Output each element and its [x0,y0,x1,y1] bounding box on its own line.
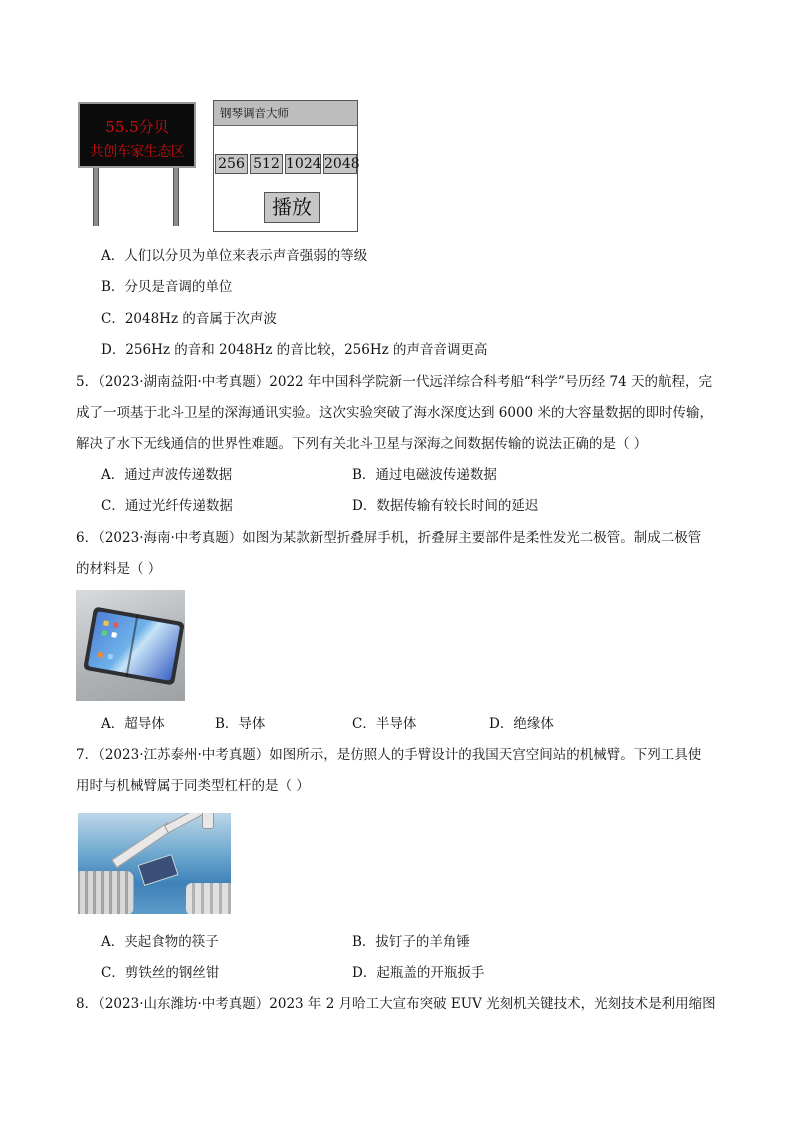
freq-button-1024: 1024 [286,156,322,172]
q6-stem-line2: 的材料是（ ） [76,561,162,577]
robotic-arm-photo [78,813,231,914]
folding-phone-screen [88,611,180,681]
freq-button-256: 256 [215,154,248,174]
q7-stem-line1: 7．（2023·江苏泰州·中考真题）如图所示，是仿照人的手臂设计的我国天宫空间站的机械臂。下列工具使 [76,747,702,763]
q7-option-b: B．拔钉子的羊角锤 [352,934,470,950]
q5-stem-line1: 5．（2023·湖南益阳·中考真题）2022 年中国科学院新一代远洋综合科考船“科学”号历经 74 天的航程，完 [76,374,712,390]
q4-option-d: D．256Hz 的音和 2048Hz 的音比较，256Hz 的声音音调更高 [101,342,488,358]
space-station-module [186,883,231,914]
play-button: 播放 [264,192,320,223]
q4-option-a: A．人们以分贝为单位来表示声音强弱的等级 [101,248,368,264]
q6-option-b: B．导体 [215,716,266,732]
solar-panel [137,854,178,886]
q6-stem-line1: 6．（2023·海南·中考真题）如图为某款新型折叠屏手机，折叠屏主要部件是柔性发光二极管。制成二极管 [76,530,702,546]
q7-option-d: D．起瓶盖的开瓶扳手 [352,965,485,981]
freq-button-512: 512 [250,154,283,174]
app-icon [103,620,109,626]
space-station-module [78,871,134,914]
q5-stem-line2: 成了一项基于北斗卫星的深海通讯实验。这次实验突破了海水深度达到 6000 米的大容量数据的即时传输， [76,405,713,421]
app-icon [98,652,104,658]
sign-post-right [173,168,179,226]
noise-sign-board [78,102,196,168]
app-icon [101,630,107,636]
sign-decibel-text: 55.5分贝 [105,118,169,136]
robotic-arm-end-effector [202,813,214,829]
app-icon [113,622,119,628]
app-icon [107,654,113,660]
piano-tuner-panel [213,100,358,232]
q5-option-c: C．通过光纤传递数据 [101,498,233,514]
q7-stem-line2: 用时与机械臂属于同类型杠杆的是（ ） [76,778,310,794]
q5-option-d: D．数据传输有较长时间的延迟 [352,498,539,514]
sign-slogan-text: 共创车家生态区 [89,144,185,160]
sign-post-left [93,168,99,226]
folding-phone-photo [76,590,185,701]
q4-option-b: B．分贝是音调的单位 [101,279,233,295]
tuner-title: 钢琴调音大师 [214,101,357,126]
q5-stem-line3: 解决了水下无线通信的世界性难题。下列有关北斗卫星与深海之间数据传输的说法正确的是（ ） [76,436,648,452]
q5-option-b: B．通过电磁波传递数据 [352,467,497,483]
q8-stem-line1: 8．（2023·山东潍坊·中考真题）2023 年 2 月哈工大宣布突破 EUV 光刻机关键技术，光刻技术是利用缩图 [76,996,716,1012]
q5-option-a: A．通过声波传递数据 [101,467,233,483]
app-icon [111,632,117,638]
q7-option-a: A．夹起食物的筷子 [101,934,219,950]
q4-option-c: C．2048Hz 的音属于次声波 [101,311,277,327]
q6-option-a: A．超导体 [101,716,165,732]
freq-button-2048: 2048 [324,156,360,172]
folding-phone-body [83,606,185,685]
q7-option-c: C．剪铁丝的钢丝钳 [101,965,220,981]
q6-option-d: D．绝缘体 [489,716,554,732]
q6-option-c: C．半导体 [352,716,417,732]
